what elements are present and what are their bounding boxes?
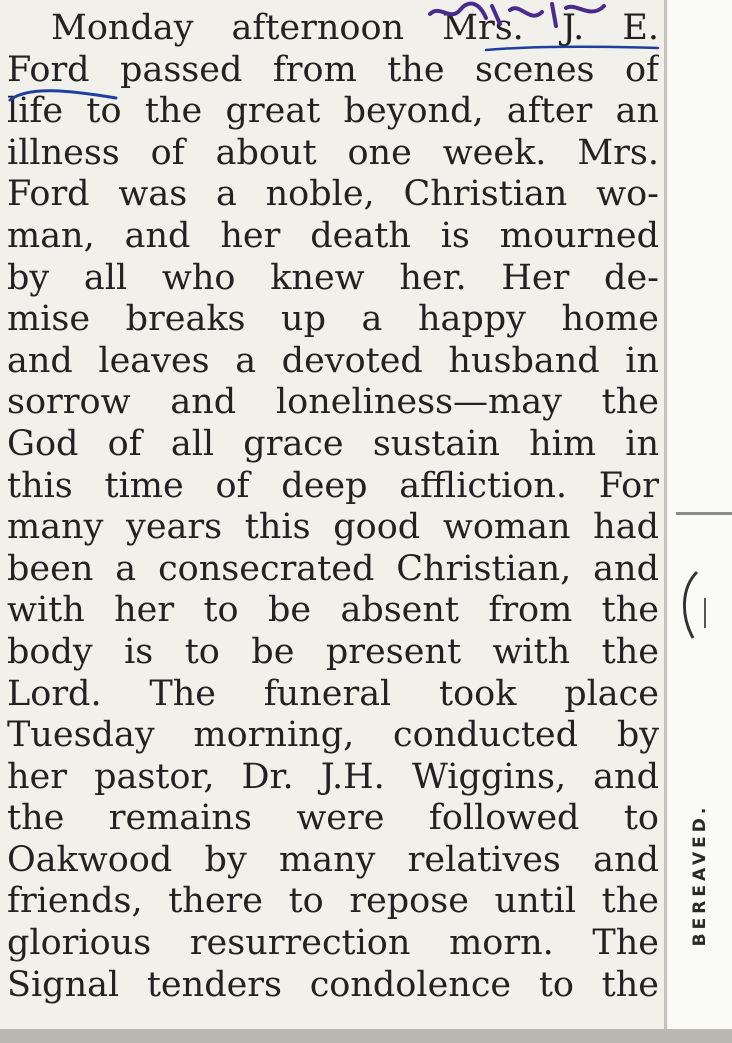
article-line: with her to be absent from the — [7, 590, 659, 631]
article-line: the remains were followed to — [7, 798, 659, 839]
section-divider — [676, 512, 732, 515]
article-line: her pastor, Dr. J.H. Wiggins, and — [7, 756, 659, 797]
article-line: Ford passed from the scenes of — [7, 49, 659, 90]
article-line: Ford was a noble, Christian wo- — [7, 174, 659, 215]
article-line: Signal tenders condolence to the — [7, 964, 659, 1005]
article-line: Lord. The funeral took place — [7, 673, 659, 714]
article-line: Tuesday morning, conducted by — [7, 715, 659, 756]
column-rule — [664, 0, 667, 1043]
article-line: body is to be present with the — [7, 631, 659, 672]
article-line: Oakwood by many relatives and — [7, 839, 659, 880]
article-line: illness of about one week. Mrs. — [7, 132, 659, 173]
article-text — [7, 8, 659, 1006]
clipping-bottom-edge — [0, 1029, 732, 1043]
article-line: friends, there to repose until the — [7, 881, 659, 922]
article-line: life to the great beyond, after an — [7, 91, 659, 132]
adjacent-column-heading: BEREAVED. — [690, 803, 710, 947]
article-line: many years this good woman had — [7, 507, 659, 548]
article-line: Monday afternoon Mrs. J. E. — [51, 8, 659, 48]
article-line: this time of deep affliction. For — [7, 465, 659, 506]
article-line: and leaves a devoted husband in — [7, 340, 659, 381]
article-line: by all who knew her. Her de- — [7, 257, 659, 298]
article-line: glorious resurrection morn. The — [7, 923, 659, 964]
article-line: been a consecrated Christian, and — [7, 548, 659, 589]
article-line: man, and her death is mourned — [7, 215, 659, 256]
article-line: mise breaks up a happy home — [7, 299, 659, 340]
article-line: God of all grace sustain him in — [7, 423, 659, 464]
article-line: sorrow and loneliness—may the — [7, 382, 659, 423]
